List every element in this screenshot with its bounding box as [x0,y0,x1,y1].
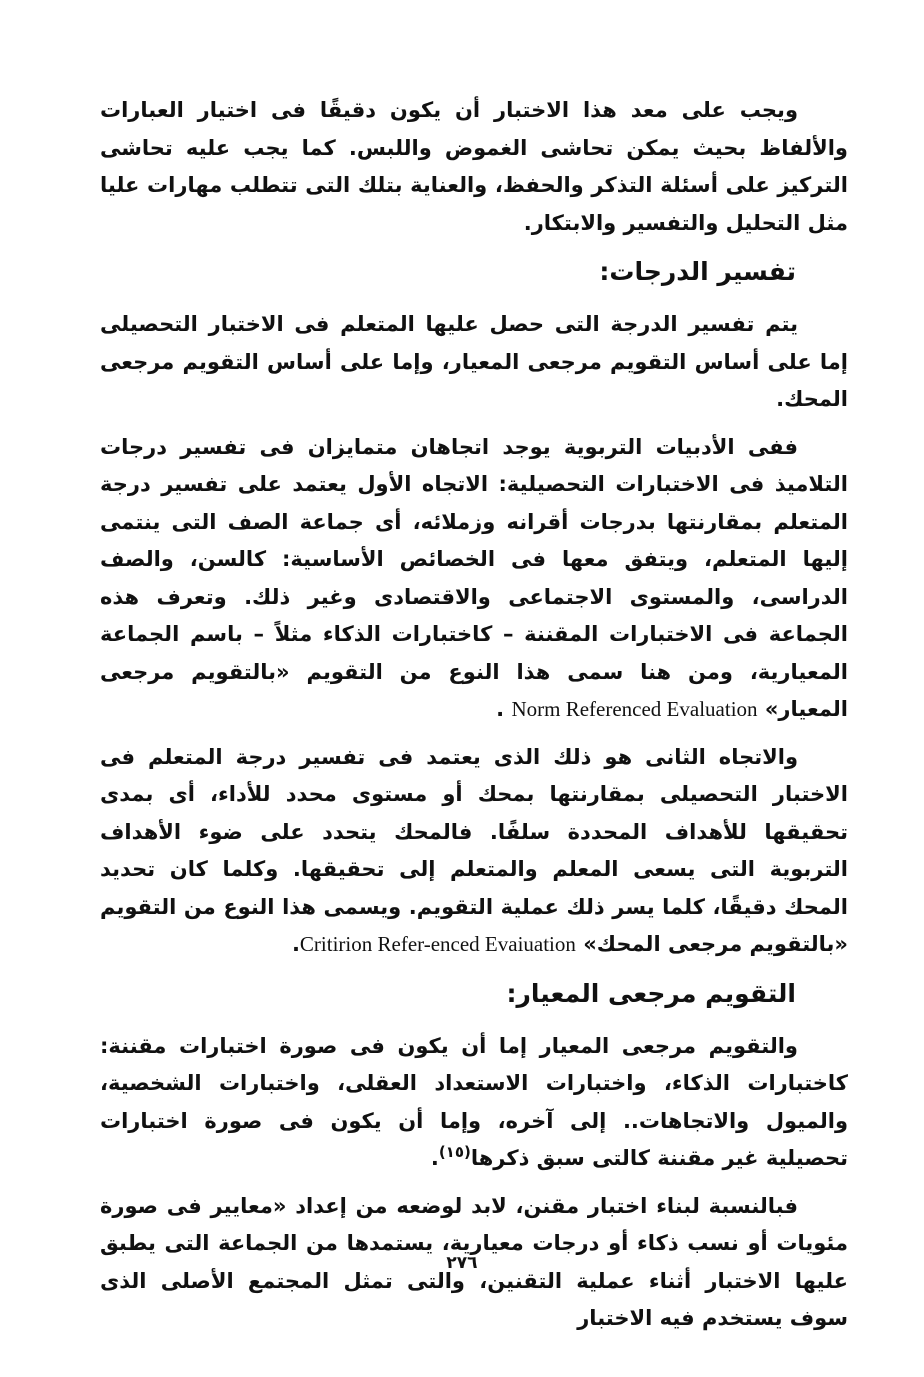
norm-referenced-english-term: Norm Referenced Evaluation [511,697,758,721]
paragraph-norm-referenced [100,429,848,729]
criterion-referenced-end: . [291,932,300,956]
paragraph-standardized-tests [100,1028,848,1178]
page-number: ٢٧٦ [446,1253,478,1273]
heading-norm-referenced-evaluation: التقويم مرجعى المعيار: [506,978,796,1008]
text-column [100,92,848,1348]
paragraph-criterion-referenced [100,739,848,964]
footnote-reference: (١٥) [438,1143,471,1161]
criterion-referenced-text: والاتجاه الثانى هو ذلك الذى يعتمد فى تفسير درجة المتعلم فى الاختبار التحصيلى بمقارنتها بمحك أو مستوى محدد للأداء، أى بمدى تحقيقها للأهداف المحددة سلفًا. فالمحك يتحدد على ضوء الأهداف التربوية التى يسعى المعلم والمتعلم إلى تحقيقها. وكلما كان تحديد المحك دقيقًا، كلما يسر ذلك عملية التقويم. ويسمى هذا النوع من التقويم «بالتقويم مرجعى المحك» [100,744,848,956]
standardized-tests-end: . [430,1146,439,1170]
criterion-referenced-english-term: Critirion Refer-enced Evaiuation [299,932,576,956]
norm-referenced-end: . [496,697,505,721]
paragraph-test-norms: فبالنسبة لبناء اختبار مقنن، لابد لوضعه من إعداد «معايير فى صورة مئويات أو نسب ذكاء أو درجات معيارية، يستمدها من الجماعة التى يطبق عليها الاختبار أثناء عملية التقنين، والتى تمثل المجتمع الأصلى الذى سوف يستخدم فيه الاختبار [100,1193,848,1330]
norm-referenced-text: ففى الأدبيات التربوية يوجد اتجاهان متمايزان فى تفسير درجات التلاميذ فى الاختبارات التحصيلية: الاتجاه الأول يعتمد على تفسير درجة المتعلم بمقارنتها بدرجات أقرانه وزملائه، أى جماعة الصف التى ينتمى إليها المتعلم، ويتفق معها فى الخصائص الأساسية: كالسن، والصف الدراسى، والمستوى الاجتماعى والاقتصادى وغير ذلك. وتعرف هذه الجماعة فى الاختبارات المقننة – كاختبارات الذكاء مثلاً – باسم الجماعة المعيارية، ومن هنا سمى هذا النوع من التقويم «بالتقويم مرجعى المعيار» [100,434,848,721]
standardized-tests-text: والتقويم مرجعى المعيار إما أن يكون فى صورة اختبارات مقننة: كاختبارات الذكاء، واختبارات الاستعداد العقلى، واختبارات الشخصية، والميول والاتجاهات.. إلى آخره، وإما أن يكون فى صورة اختبارات تحصيلية غير مقننة كالتى سبق ذكرها [100,1033,848,1170]
paragraph-test-wording: ويجب على معد هذا الاختبار أن يكون دقيقًا فى اختيار العبارات والألفاظ بحيث يمكن تحاشى الغموض واللبس. كما يجب عليه تحاشى التركيز على أسئلة التذكر والحفظ، والعناية بتلك التى تتطلب مهارات عليا مثل التحليل والتفسير والابتكار. [100,98,848,235]
paragraph-interpretation-bases: يتم تفسير الدرجة التى حصل عليها المتعلم فى الاختبار التحصيلى إما على أساس التقويم مرجعى المعيار، وإما على أساس التقويم مرجعى المحك. [100,312,848,411]
heading-score-interpretation: تفسير الدرجات: [599,257,796,286]
